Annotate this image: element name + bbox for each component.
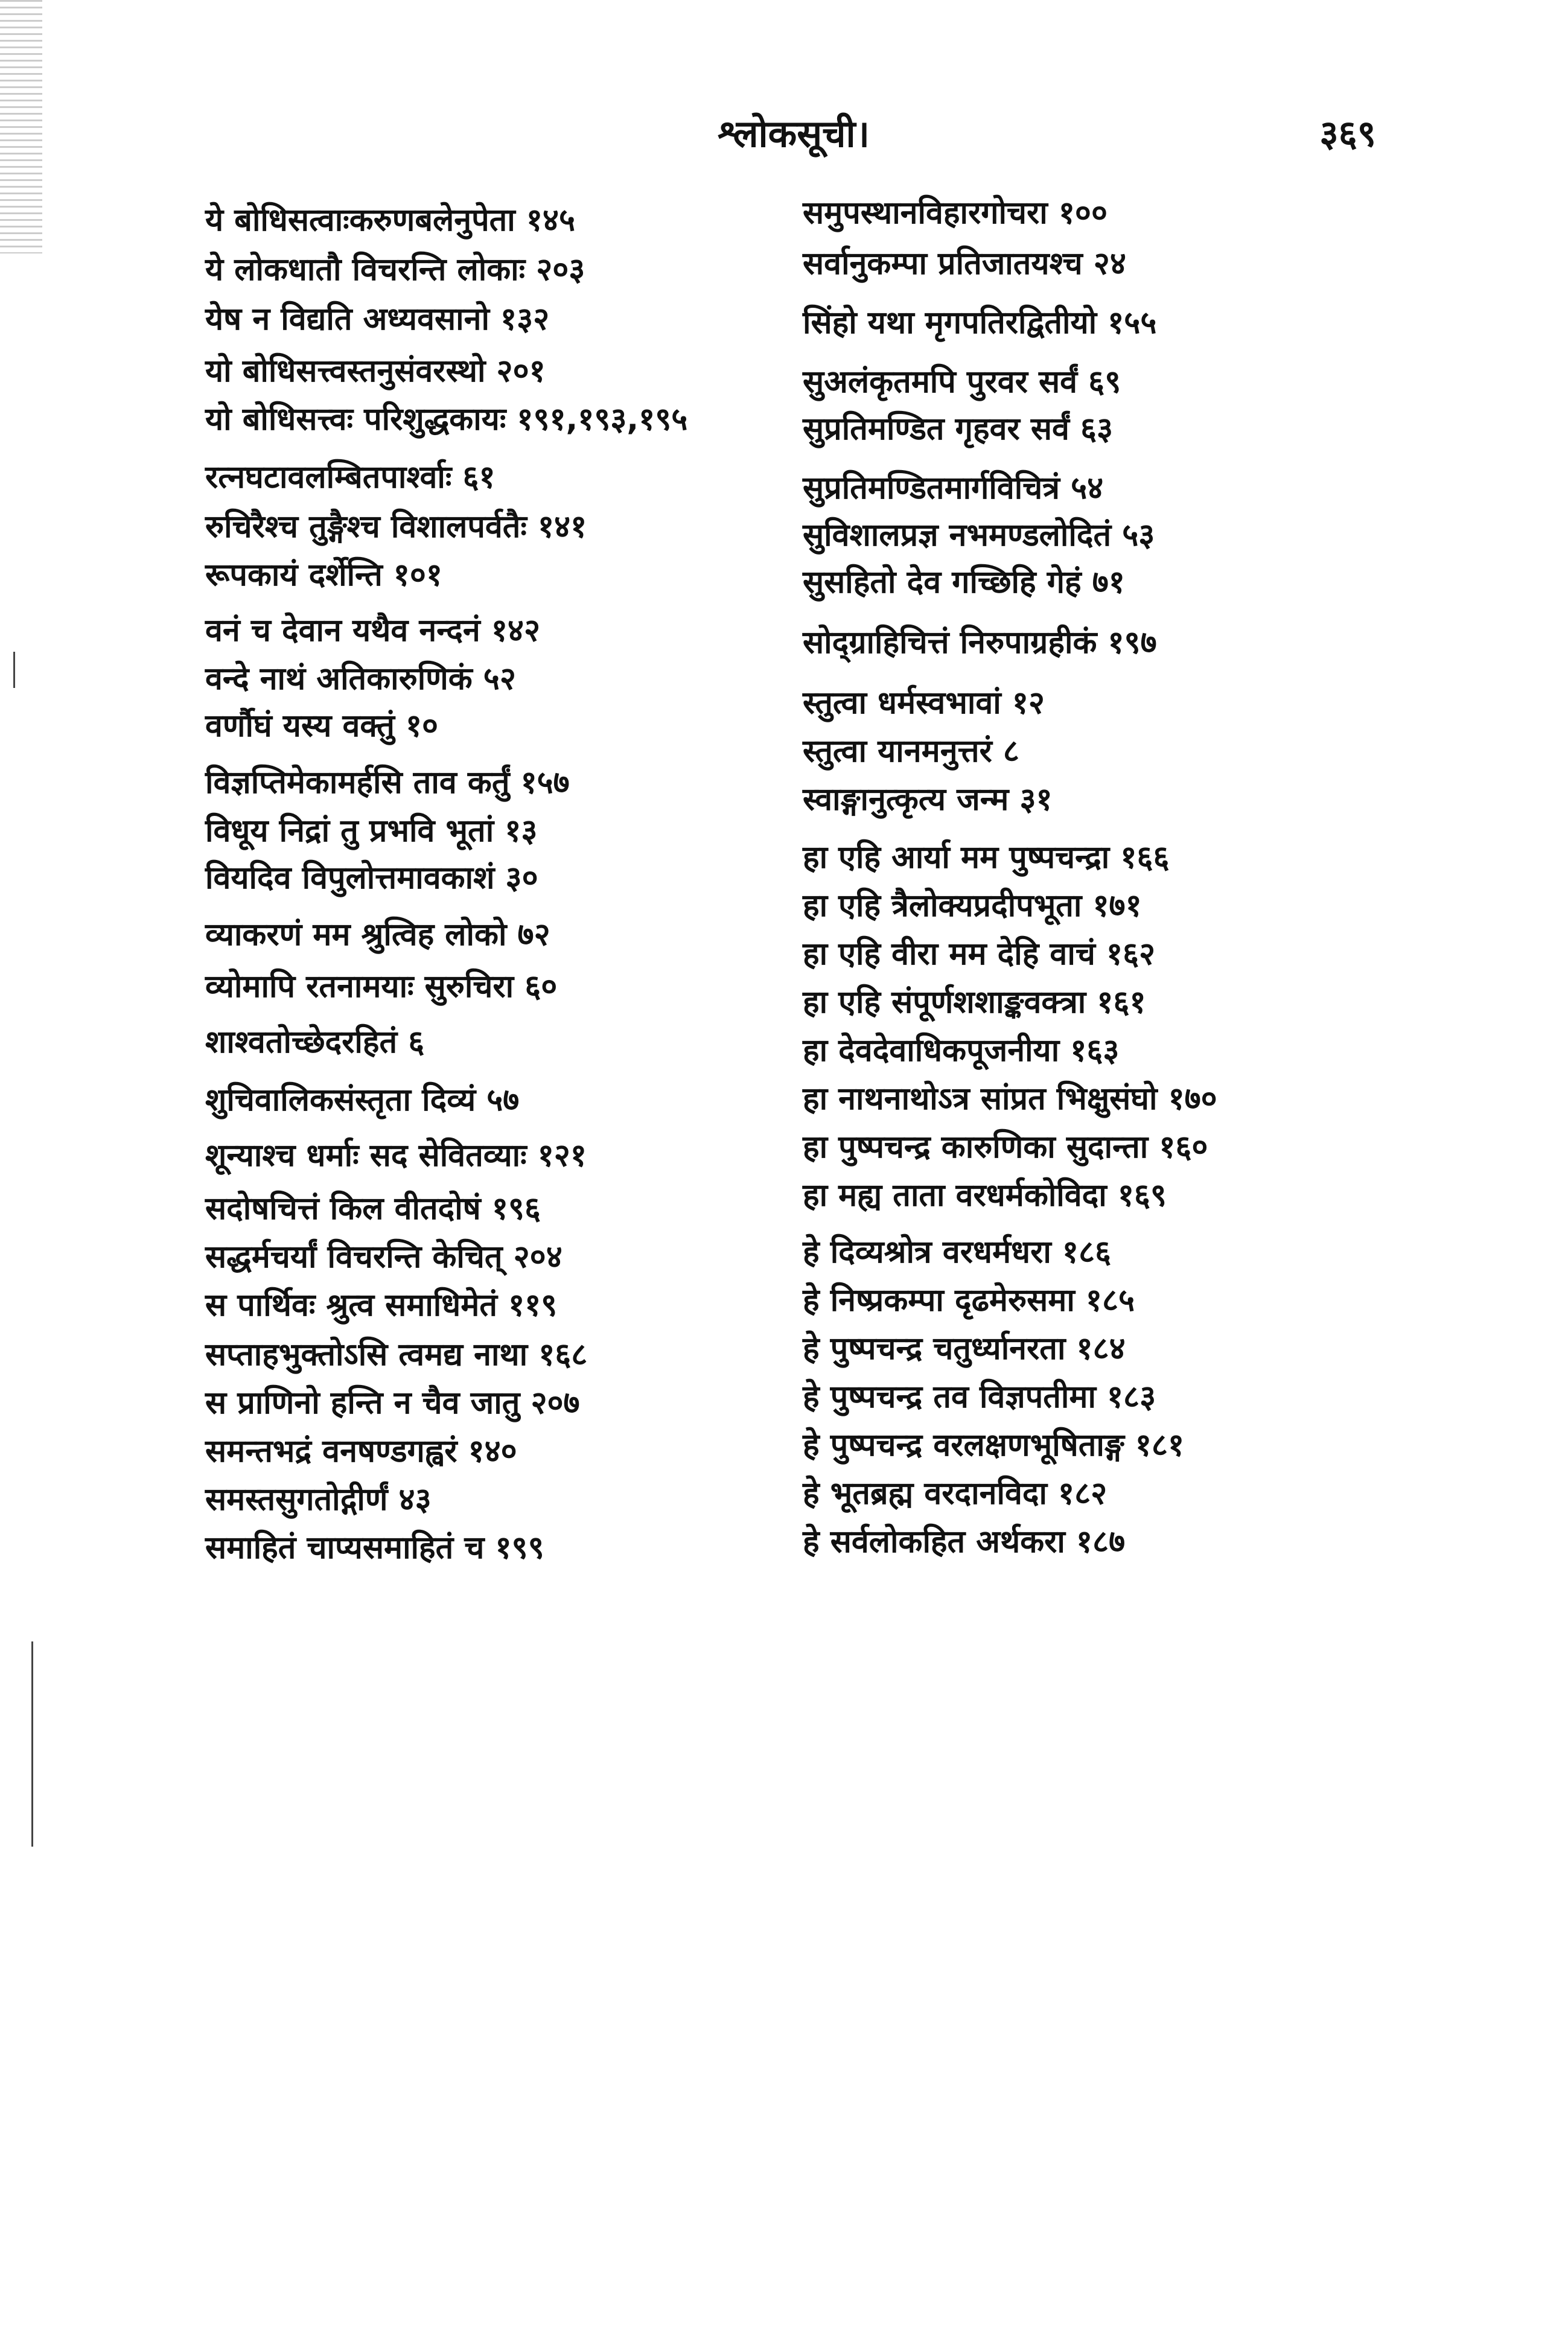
index-entry: हे पुष्पचन्द्र वरलक्षणभूषिताङ्ग १८१	[803, 1427, 1184, 1463]
index-entry: शुचिवालिकसंस्तृता दिव्यं ५७	[205, 1082, 520, 1118]
index-entry: स्वाङ्गानुत्कृत्य जन्म ३१	[803, 782, 1053, 818]
index-entry: स्तुत्वा धर्मस्वभावां १२	[803, 685, 1045, 721]
index-entry: हे सर्वलोकहित अर्थकरा १८७	[803, 1524, 1126, 1560]
index-entry: यो बोधिसत्त्वः परिशुद्धकायः १९१,१९३,१९५	[205, 401, 688, 438]
index-entry: वियदिव विपुलोत्तमावकाशं ३०	[205, 860, 538, 896]
index-entry: हा एहि त्रैलोक्यप्रदीपभूता १७१	[803, 888, 1142, 924]
index-entry: ये बोधिसत्वाःकरुणबलेनुपेता १४५	[205, 202, 575, 238]
index-entry: हा एहि संपूर्णशशाङ्कवक्त्रा १६१	[803, 984, 1146, 1020]
index-entry: शाश्वतोच्छेदरहितं ६	[205, 1024, 425, 1060]
page-title: श्लोकसूची।	[717, 112, 870, 156]
index-entry: सोद्ग्राहिचित्तं निरुपाग्रहीकं १९७	[803, 625, 1157, 661]
page-number: ३६९	[1319, 113, 1376, 155]
index-entry: रूपकायं दर्शेन्ति १०१	[205, 557, 442, 593]
index-entry: हे पुष्पचन्द्र चतुर्ध्यानरता १८४	[803, 1331, 1126, 1367]
index-entry: समस्तसुगतोद्गीर्णं ४३	[205, 1482, 432, 1518]
index-entry: हे दिव्यश्रोत्र वरधर्मधरा १८६	[803, 1234, 1112, 1270]
index-entry: हा पुष्पचन्द्र कारुणिका सुदान्ता १६०	[803, 1129, 1208, 1165]
index-entry: रुचिरैश्च तुङ्गैश्च विशालपर्वतैः १४१	[205, 509, 587, 545]
index-entry: हा एहि वीरा मम देहि वाचं १६२	[803, 936, 1156, 972]
index-entry: हा एहि आर्या मम पुष्पचन्द्रा १६६	[803, 839, 1170, 876]
index-entry: सुप्रतिमण्डितमार्गविचित्रं ५४	[803, 470, 1104, 506]
index-entry: व्याकरणं मम श्रुत्विह लोको ७२	[205, 917, 550, 953]
index-entry: सुअलंकृतमपि पुरवर सर्वं ६९	[803, 364, 1121, 400]
index-entry: यो बोधिसत्त्वस्तनुसंवरस्थो २०१	[205, 353, 546, 389]
scan-edge-noise	[0, 0, 42, 253]
index-entry: सुप्रतिमण्डित गृहवर सर्वं ६३	[803, 411, 1114, 447]
index-entry: सुविशालप्रज्ञ नभमण्डलोदितं ५३	[803, 517, 1155, 553]
index-entry: समाहितं चाप्यसमाहितं च १९९	[205, 1530, 544, 1566]
index-entry: हा नाथनाथोऽत्र सांप्रत भिक्षुसंघो १७०	[803, 1081, 1217, 1117]
index-entry: स प्राणिनो हन्ति न चैव जातु २०७	[205, 1385, 580, 1421]
index-entry: विज्ञप्तिमेकामर्हसि ताव कर्तुं १५७	[205, 765, 570, 801]
index-entry: विधूय निद्रां तु प्रभवि भूतां १३	[205, 813, 538, 849]
index-entry: हा मह्य ताता वरधर्मकोविदा १६९	[803, 1177, 1167, 1214]
index-entry: सुसहितो देव गच्छिहि गेहं ७१	[803, 564, 1125, 600]
index-entry: स पार्थिवः श्रुत्व समाधिमेतं ११९	[205, 1287, 558, 1323]
index-entry: हा देवदेवाधिकपूजनीया १६३	[803, 1033, 1120, 1069]
index-entry: स्तुत्वा यानमनुत्तरं ८	[803, 733, 1019, 769]
index-entry: सप्ताहभुक्तोऽसि त्वमद्य नाथा १६८	[205, 1337, 588, 1373]
index-entry: सद्धर्मचर्यां विचरन्ति केचित् २०४	[205, 1239, 563, 1275]
margin-mark	[13, 652, 15, 688]
index-entry: हे भूतब्रह्म वरदानविदा १८२	[803, 1475, 1107, 1512]
index-entry: सदोषचित्तं किल वीतदोषं १९६	[205, 1191, 541, 1227]
index-entry: समुपस्थानविहारगोचरा १००	[803, 195, 1107, 231]
index-entry: वन्दे नाथं अतिकारुणिकं ५२	[205, 661, 516, 697]
index-entry: येष न विद्यति अध्यवसानो १३२	[205, 301, 550, 337]
index-entry: हे पुष्पचन्द्र तव विज्ञपतीमा १८३	[803, 1379, 1156, 1415]
index-entry: शून्याश्च धर्माः सद सेवितव्याः १२१	[205, 1138, 587, 1174]
index-entry: सर्वानुकम्पा प्रतिजातयश्च २४	[803, 246, 1126, 282]
index-entry: ये लोकधातौ विचरन्ति लोकाः २०३	[205, 252, 585, 288]
margin-mark	[31, 1641, 33, 1847]
index-entry: हे निष्प्रकम्पा दृढमेरुसमा १८५	[803, 1282, 1135, 1319]
index-entry: सिंहो यथा मृगपतिरद्वितीयो १५५	[803, 305, 1157, 341]
index-entry: समन्तभद्रं वनषण्डगह्वरं १४०	[205, 1433, 517, 1469]
index-entry: रत्नघटावलम्बितपार्श्वाः ६१	[205, 459, 496, 495]
index-entry: वनं च देवान यथैव नन्दनं १४२	[205, 613, 540, 649]
index-entry: व्योमापि रतनामयाः सुरुचिरा ६०	[205, 969, 558, 1005]
index-entry: वर्णौघं यस्य वक्तुं १०	[205, 708, 439, 744]
